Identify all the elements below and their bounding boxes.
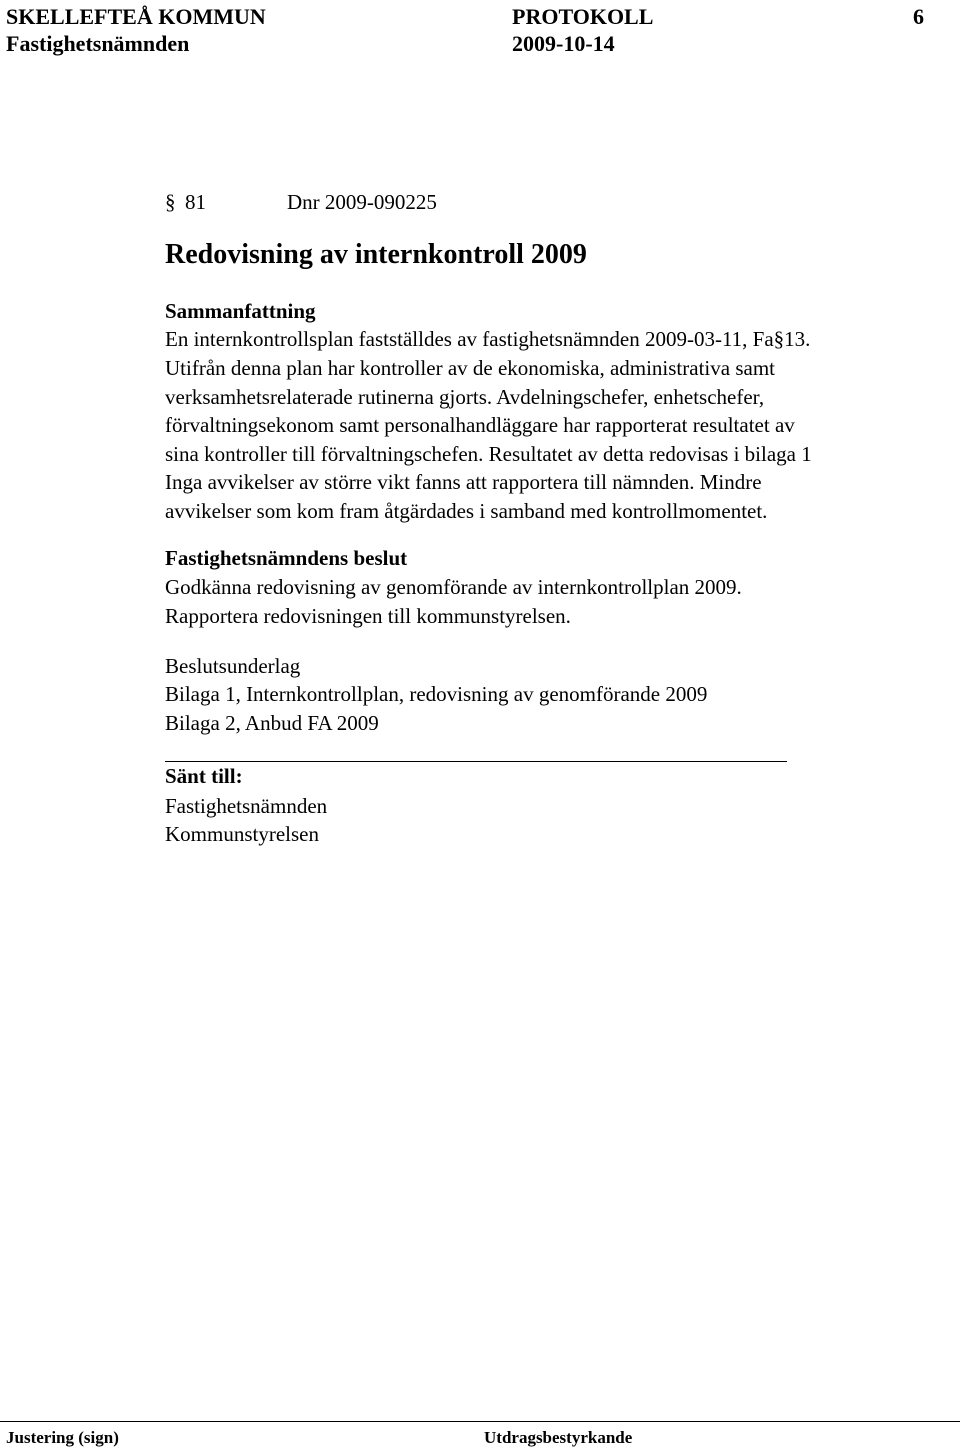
document-type: PROTOKOLL [512,4,654,29]
recipient: Fastighetsnämnden [165,794,328,818]
summary-line: Inga avvikelser av större vikt fanns att rapportera till nämnden. Mindre [165,470,762,494]
summary-line: sina kontroller till förvaltningschefen. Resultatet av detta redovisas i bilaga 1 [165,442,812,466]
decision-line: Godkänna redovisning av genomförande av internkontrollplan 2009. [165,575,742,599]
committee-name: Fastighetsnämnden [6,31,190,56]
decision-heading: Fastighetsnämndens beslut [165,546,408,570]
summary-line: verksamhetsrelaterade rutinerna gjorts. Avdelningschefer, enhetschefer, [165,385,765,409]
sent-to-heading: Sänt till: [165,764,243,788]
page-title: Redovisning av internkontroll 2009 [165,239,587,270]
recipient: Kommunstyrelsen [165,822,319,846]
basis-line: Bilaga 1, Internkontrollplan, redovisning av genomförande 2009 [165,682,708,706]
basis-heading: Beslutsunderlag [165,654,301,678]
page-number: 6 [913,4,924,29]
summary-line: förvaltningsekonom samt personalhandläggare har rapporterat resultatet av [165,413,795,437]
diary-number: Dnr 2009-090225 [287,190,437,214]
footer-rule [0,1421,960,1422]
section-divider [165,761,787,762]
summary-line: avvikelser som kom fram åtgärdades i samband med kontrollmomentet. [165,499,768,523]
basis-line: Bilaga 2, Anbud FA 2009 [165,711,379,735]
summary-line: En internkontrollsplan fastställdes av fastighetsnämnden 2009-03-11, Fa§13. [165,327,811,351]
section-number: 81 [185,190,206,214]
meeting-date: 2009-10-14 [512,31,615,56]
municipality-name: SKELLEFTEÅ KOMMUN [6,4,266,29]
decision-line: Rapportera redovisningen till kommunstyrelsen. [165,604,571,628]
justering-label: Justering (sign) [6,1428,119,1447]
summary-heading: Sammanfattning [165,299,316,323]
summary-line: Utifrån denna plan har kontroller av de ekonomiska, administrativa samt [165,356,775,380]
section-sign: § [165,190,176,214]
utdragsbestyrkande-label: Utdragsbestyrkande [484,1428,633,1447]
